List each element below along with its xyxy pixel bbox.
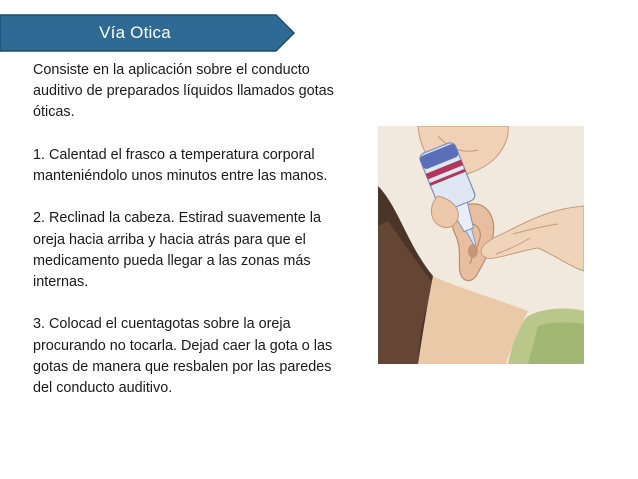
slide-body xyxy=(33,60,351,420)
ear-drops-drawing xyxy=(378,126,584,364)
slide-title: Vía Otica xyxy=(99,23,171,42)
intro-paragraph: Consiste en la aplicación sobre el conducto auditivo de preparados líquidos llamados gotas óticas. xyxy=(33,62,334,121)
step-1-paragraph: 1. Calentad el frasco a temperatura corporal manteniéndolo unos minutos entre las manos. xyxy=(33,146,328,184)
title-banner xyxy=(0,14,296,52)
step-2-paragraph: 2. Reclinad la cabeza. Estirad suavemente la oreja hacia arriba y hacia atrás para que el medicamento pueda llegar a las zonas más internas. xyxy=(33,210,321,290)
step-3-paragraph: 3. Colocad el cuentagotas sobre la oreja procurando no tocarla. Dejad caer la gota o las gotas de manera que resbalen por las paredes del conducto auditivo. xyxy=(33,316,333,396)
ear-drops-illustration xyxy=(378,126,584,364)
